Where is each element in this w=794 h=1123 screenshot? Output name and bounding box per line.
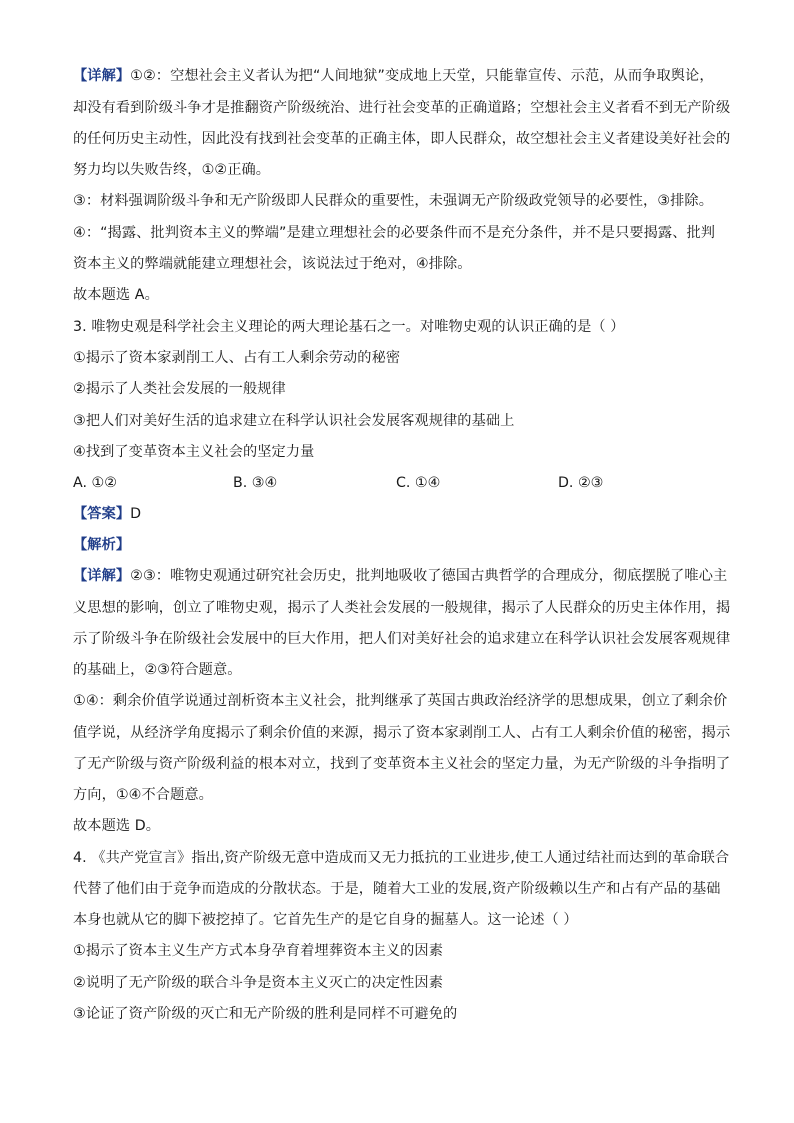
answer-tag: 【答案】 — [73, 506, 131, 522]
detail-line: 值学说，从经济学角度揭示了剩余价值的来源，揭示了资本家剥削工人、占有工人剩余价值的秘密，揭示 — [73, 725, 731, 741]
answer-value: D — [130, 506, 142, 522]
question-4-stem: 代替了他们由于竞争而造成的分散状态。于是，随着大工业的发展,资产阶级赖以生产和占有产品的基础 — [73, 881, 721, 897]
detail-tag: 【详解】 — [73, 568, 131, 584]
detail-line: ④：“揭露、批判资本主义的弊端”是建立理想社会的必要条件而不是充分条件，并不是只要揭露、批判 — [73, 225, 716, 241]
statement-4: ④找到了变革资本主义社会的坚定力量 — [73, 444, 315, 460]
analysis-tag: 【解析】 — [73, 537, 131, 553]
detail-line: 资本主义的弊端就能建立理想社会，该说法过于绝对，④排除。 — [73, 256, 472, 272]
detail-line: 【详解】②③：唯物史观通过研究社会历史，批判地吸收了德国古典哲学的合理成分，彻底摆脱了唯心主 — [73, 568, 728, 584]
detail-line: 的基础上，②③符合题意。 — [73, 662, 242, 678]
analysis-line — [73, 535, 733, 555]
detail-line: 方向，①④不合题意。 — [73, 787, 213, 803]
detail-line: 努力均以失败告终，①②正确。 — [73, 162, 271, 178]
detail-tag: 【详解】 — [73, 68, 131, 84]
detail-line: 的任何历史主动性，因此没有找到社会变革的正确主体，即人民群众，故空想社会主义者建设美好社会的 — [73, 131, 731, 147]
conclusion-line: 故本题选 A。 — [73, 287, 159, 303]
question-4-stem: 本身也就从它的脚下被挖掉了。它首先生产的是它自身的掘墓人。这一论述（ ） — [73, 912, 578, 928]
option-c: C. ①④ — [396, 475, 441, 491]
detail-line: 了无产阶级与资产阶级利益的根本对立，找到了变革资本主义社会的坚定力量，为无产阶级的斗争指明了 — [73, 756, 731, 772]
statement-2: ②说明了无产阶级的联合斗争是资本主义灭亡的决定性因素 — [73, 975, 444, 991]
detail-line: 却没有看到阶级斗争才是推翻资产阶级统治、进行社会变革的正确道路；空想社会主义者看不到无产阶级 — [73, 100, 731, 116]
option-d: D. ②③ — [558, 475, 604, 491]
option-a: A. ①② — [73, 475, 117, 491]
statement-3: ③论证了资产阶级的灭亡和无产阶级的胜利是同样不可避免的 — [73, 1006, 458, 1022]
detail-line: ①④：剩余价值学说通过剖析资本主义社会，批判继承了英国古典政治经济学的思想成果，创立了剩余价 — [73, 693, 728, 709]
question-4-stem: 4. 《共产党宣言》指出,资产阶级无意中造成而又无力抵抗的工业进步,使工人通过结社而达到的革命联合 — [73, 850, 730, 866]
statement-2: ②揭示了人类社会发展的一般规律 — [73, 381, 286, 397]
statement-1: ①揭示了资本主义生产方式本身孕育着埋葬资本主义的因素 — [73, 943, 444, 959]
statement-1: ①揭示了资本家剥削工人、占有工人剩余劳动的秘密 — [73, 350, 401, 366]
detail-line: 示了阶级斗争在阶级社会发展中的巨大作用，把人们对美好社会的追求建立在科学认识社会发展客观规律 — [73, 631, 731, 647]
detail-line: 义思想的影响，创立了唯物史观，揭示了人类社会发展的一般规律，揭示了人民群众的历史主体作用，揭 — [73, 600, 731, 616]
detail-line: ③：材料强调阶级斗争和无产阶级即人民群众的重要性，未强调无产阶级政党领导的必要性，③排除。 — [73, 193, 714, 209]
option-b: B. ③④ — [233, 475, 278, 491]
answer-line — [73, 504, 733, 524]
conclusion-line: 故本题选 D。 — [73, 818, 161, 834]
detail-line: 【详解】①②：空想社会主义者认为把“人间地狱”变成地上天堂，只能靠宣传、示范，从而争取舆论， — [73, 68, 714, 84]
question-3-stem: 3. 唯物史观是科学社会主义理论的两大理论基石之一。对唯物史观的认识正确的是（ ） — [73, 319, 625, 335]
statement-3: ③把人们对美好生活的追求建立在科学认识社会发展客观规律的基础上 — [73, 413, 515, 429]
